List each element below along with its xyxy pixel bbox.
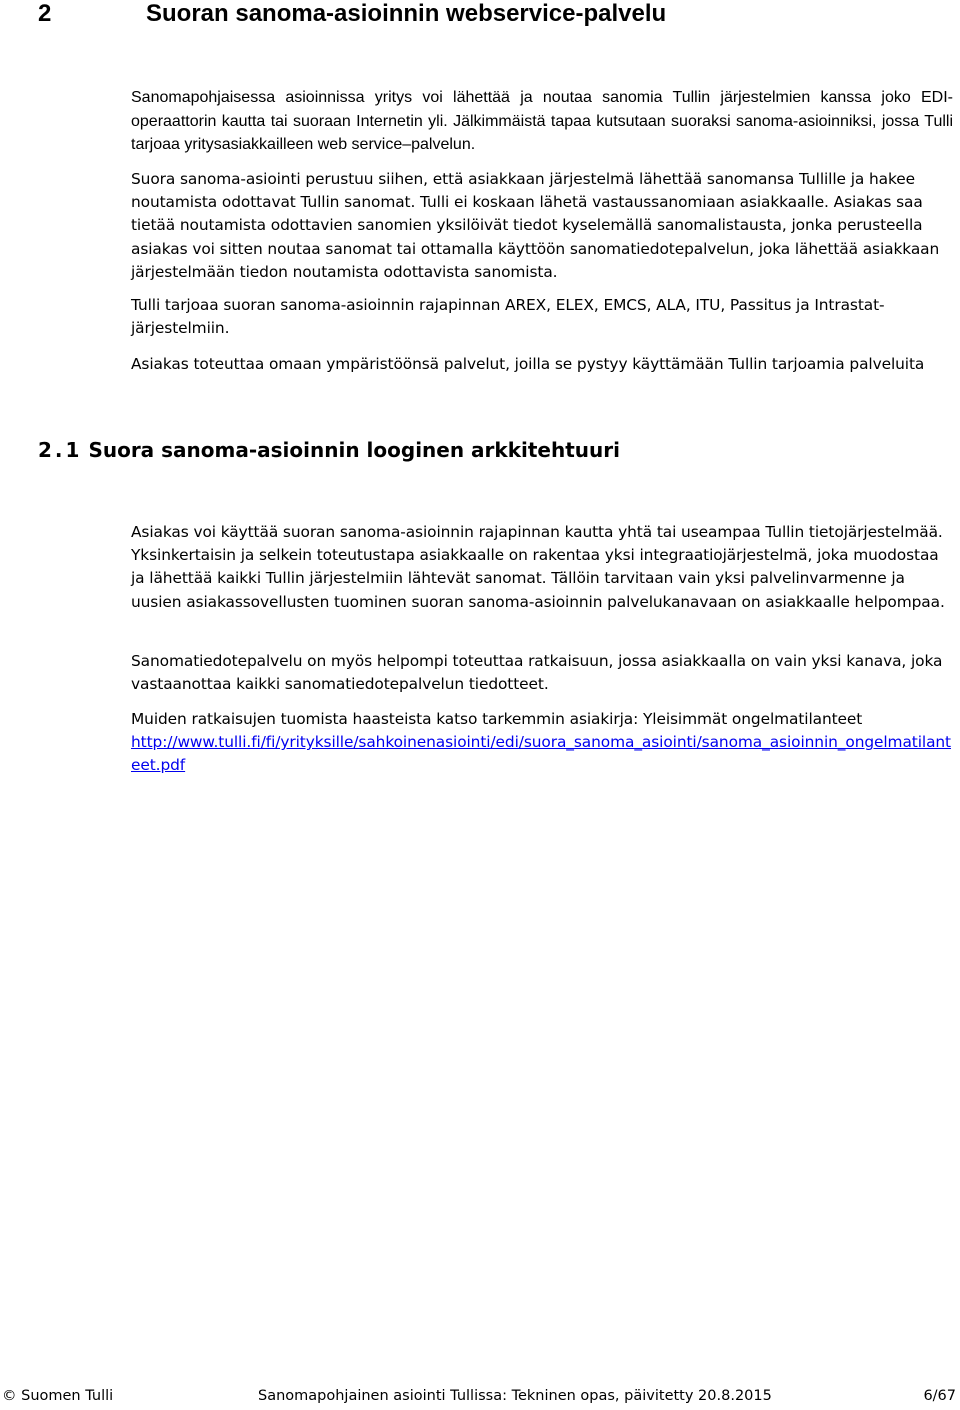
subsection-heading bbox=[38, 436, 938, 464]
problems-reference-text: Muiden ratkaisujen tuomista haasteista katso tarkemmin asiakirja: Yleisimmät ongelmatilanteet bbox=[131, 710, 863, 728]
interfaces-paragraph: Tulli tarjoaa suoran sanoma-asioinnin rajapinnan AREX, ELEX, EMCS, ALA, ITU, Passitus ja Intrastat-järjestelmiin. bbox=[131, 296, 885, 338]
notification-service-paragraph: Sanomatiedotepalvelu on myös helpompi toteuttaa ratkaisuun, jossa asiakkaalla on vain yksi kanava, joka vastaanottaa kaikki sanomatiedotepalvelun tiedotteet. bbox=[131, 652, 943, 694]
footer-page-number: 6/67 bbox=[923, 1388, 956, 1404]
section-title: Suoran sanoma-asioinnin webservice-palvelu bbox=[146, 0, 667, 27]
intro-paragraph: Sanomapohjaisessa asioinnissa yritys voi lähettää ja noutaa sanomia Tullin järjestelmien kanssa joko EDI-operaattorin kautta tai suoraan Internetin yli. Jälkimmäistä tapaa kutsutaan suoraksi sanoma-asioinniksi, jossa Tulli tarjoaa yritysasiakkailleen web service–palvelun. bbox=[131, 89, 953, 153]
direct-messaging-paragraph: Suora sanoma-asiointi perustuu siihen, että asiakkaan järjestelmä lähettää sanomansa Tullille ja hakee noutamista odottavat Tullin sanomat. Tulli ei koskaan lähetä vastaussanomiaan asiakkaalle. Asiakas saa tietää noutamista odottavien sanomien yksilöivät tiedot kyselemällä sanomalistausta, jonka perusteella asiakas voi sitten noutaa sanomat tai ottamalla käyttöön sanomatiedotepalvelun, joka lähettää asiakkaan järjestelmään tiedon noutamista odottavista sanomista. bbox=[131, 170, 940, 281]
footer-document-title: Sanomapohjainen asiointi Tullissa: Tekninen opas, päivitetty 20.8.2015 bbox=[258, 1388, 772, 1404]
section-number: 2 bbox=[38, 0, 52, 27]
architecture-paragraph: Asiakas voi käyttää suoran sanoma-asioinnin rajapinnan kautta yhtä tai useampaa Tullin tietojärjestelmää. Yksinkertaisin ja selkein toteutustapa asiakkaalle on rakentaa yksi integraatiojärjestelmä, joka muodostaa ja lähettää kaikki Tullin järjestelmiin lähtevät sanomat. Tällöin tarvitaan vain yksi palvelinvarmenne ja uusien asiakassovellusten tuominen suoran sanoma-asioinnin palvelukanavaan on asiakkaalle helpompaa. bbox=[131, 523, 945, 611]
customer-services-paragraph: Asiakas toteuttaa omaan ympäristöönsä palvelut, joilla se pystyy käyttämään Tullin tarjoamia palveluita bbox=[131, 355, 925, 373]
footer-copyright: © Suomen Tulli bbox=[2, 1388, 114, 1404]
problems-document-link[interactable]: http://www.tulli.fi/fi/yrityksille/sahkoinenasiointi/edi/suora_sanoma_asiointi/sanoma_asioinnin_ongelmatilanteet.pdf bbox=[131, 733, 951, 775]
subsection-title: Suora sanoma-asioinnin looginen arkkitehtuuri bbox=[88, 438, 620, 462]
section-heading bbox=[0, 0, 960, 30]
subsection-number: 2.1 bbox=[38, 438, 83, 462]
problems-reference bbox=[131, 708, 953, 778]
page-footer bbox=[0, 1385, 960, 1409]
